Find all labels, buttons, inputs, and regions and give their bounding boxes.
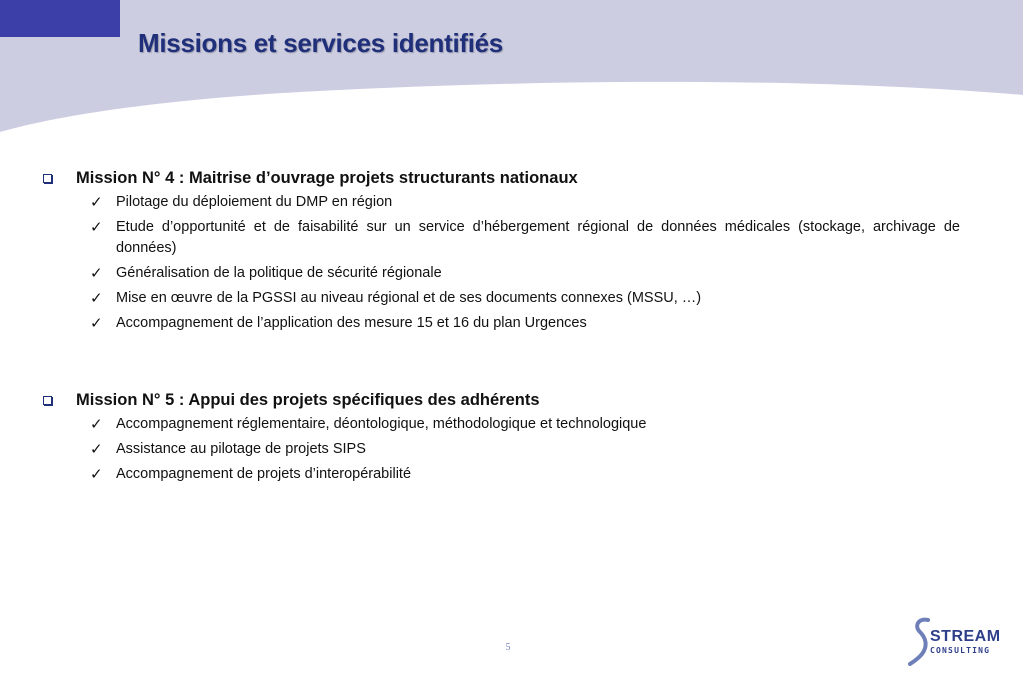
page-title: Missions et services identifiés: [138, 28, 503, 58]
checkmark-icon: ✓: [90, 218, 103, 236]
page-number: 5: [505, 642, 511, 653]
list-item: ✓ Accompagnement réglementaire, déontologique, méthodologique et technologique: [90, 415, 647, 433]
list-item: ✓ Pilotage du déploiement du DMP en région: [90, 193, 393, 211]
mission-items: [40, 192, 960, 334]
header-band: [0, 0, 1023, 140]
list-item: ✓ Assistance au pilotage de projets SIPS: [90, 440, 366, 458]
checkmark-icon: ✓: [90, 193, 103, 211]
square-bullet-icon: [43, 174, 52, 183]
mission-5: [40, 386, 960, 485]
content: [40, 164, 960, 489]
list-item: ✓ Mise en œuvre de la PGSSI au niveau régional et de ses documents connexes (MSSU, …): [90, 289, 702, 307]
checkmark-icon: ✓: [90, 264, 103, 282]
list-item: ✓ Généralisation de la politique de sécurité régionale: [90, 264, 442, 282]
logo-text-stream: STREAM: [930, 628, 1001, 645]
mission-heading: [40, 164, 960, 192]
mission-items: [40, 414, 960, 485]
stream-consulting-logo: [908, 616, 1008, 666]
stream-s-logo-icon: [908, 616, 932, 666]
checkmark-icon: ✓: [90, 314, 103, 332]
checkmark-icon: ✓: [90, 440, 103, 458]
mission-heading: [40, 386, 960, 414]
list-item: ✓ Accompagnement de projets d’interopérabilité: [90, 465, 412, 483]
logo-text-consulting: CONSULTING: [930, 646, 991, 655]
list-item: ✓ Etude d’opportunité et de faisabilité sur un service d’hébergement régional de données médicales (stockage, archivage de données): [90, 218, 960, 256]
accent-block: [0, 0, 120, 37]
mission-heading-text: Mission N° 4 : Maitrise d’ouvrage projets structurants nationaux: [76, 169, 578, 187]
square-bullet-icon: [43, 396, 52, 405]
checkmark-icon: ✓: [90, 289, 103, 307]
mission-4: [40, 164, 960, 334]
checkmark-icon: ✓: [90, 415, 103, 433]
list-item: ✓ Accompagnement de l’application des mesure 15 et 16 du plan Urgences: [90, 314, 587, 332]
mission-heading-text: Mission N° 5 : Appui des projets spécifiques des adhérents: [76, 391, 540, 409]
checkmark-icon: ✓: [90, 465, 103, 483]
